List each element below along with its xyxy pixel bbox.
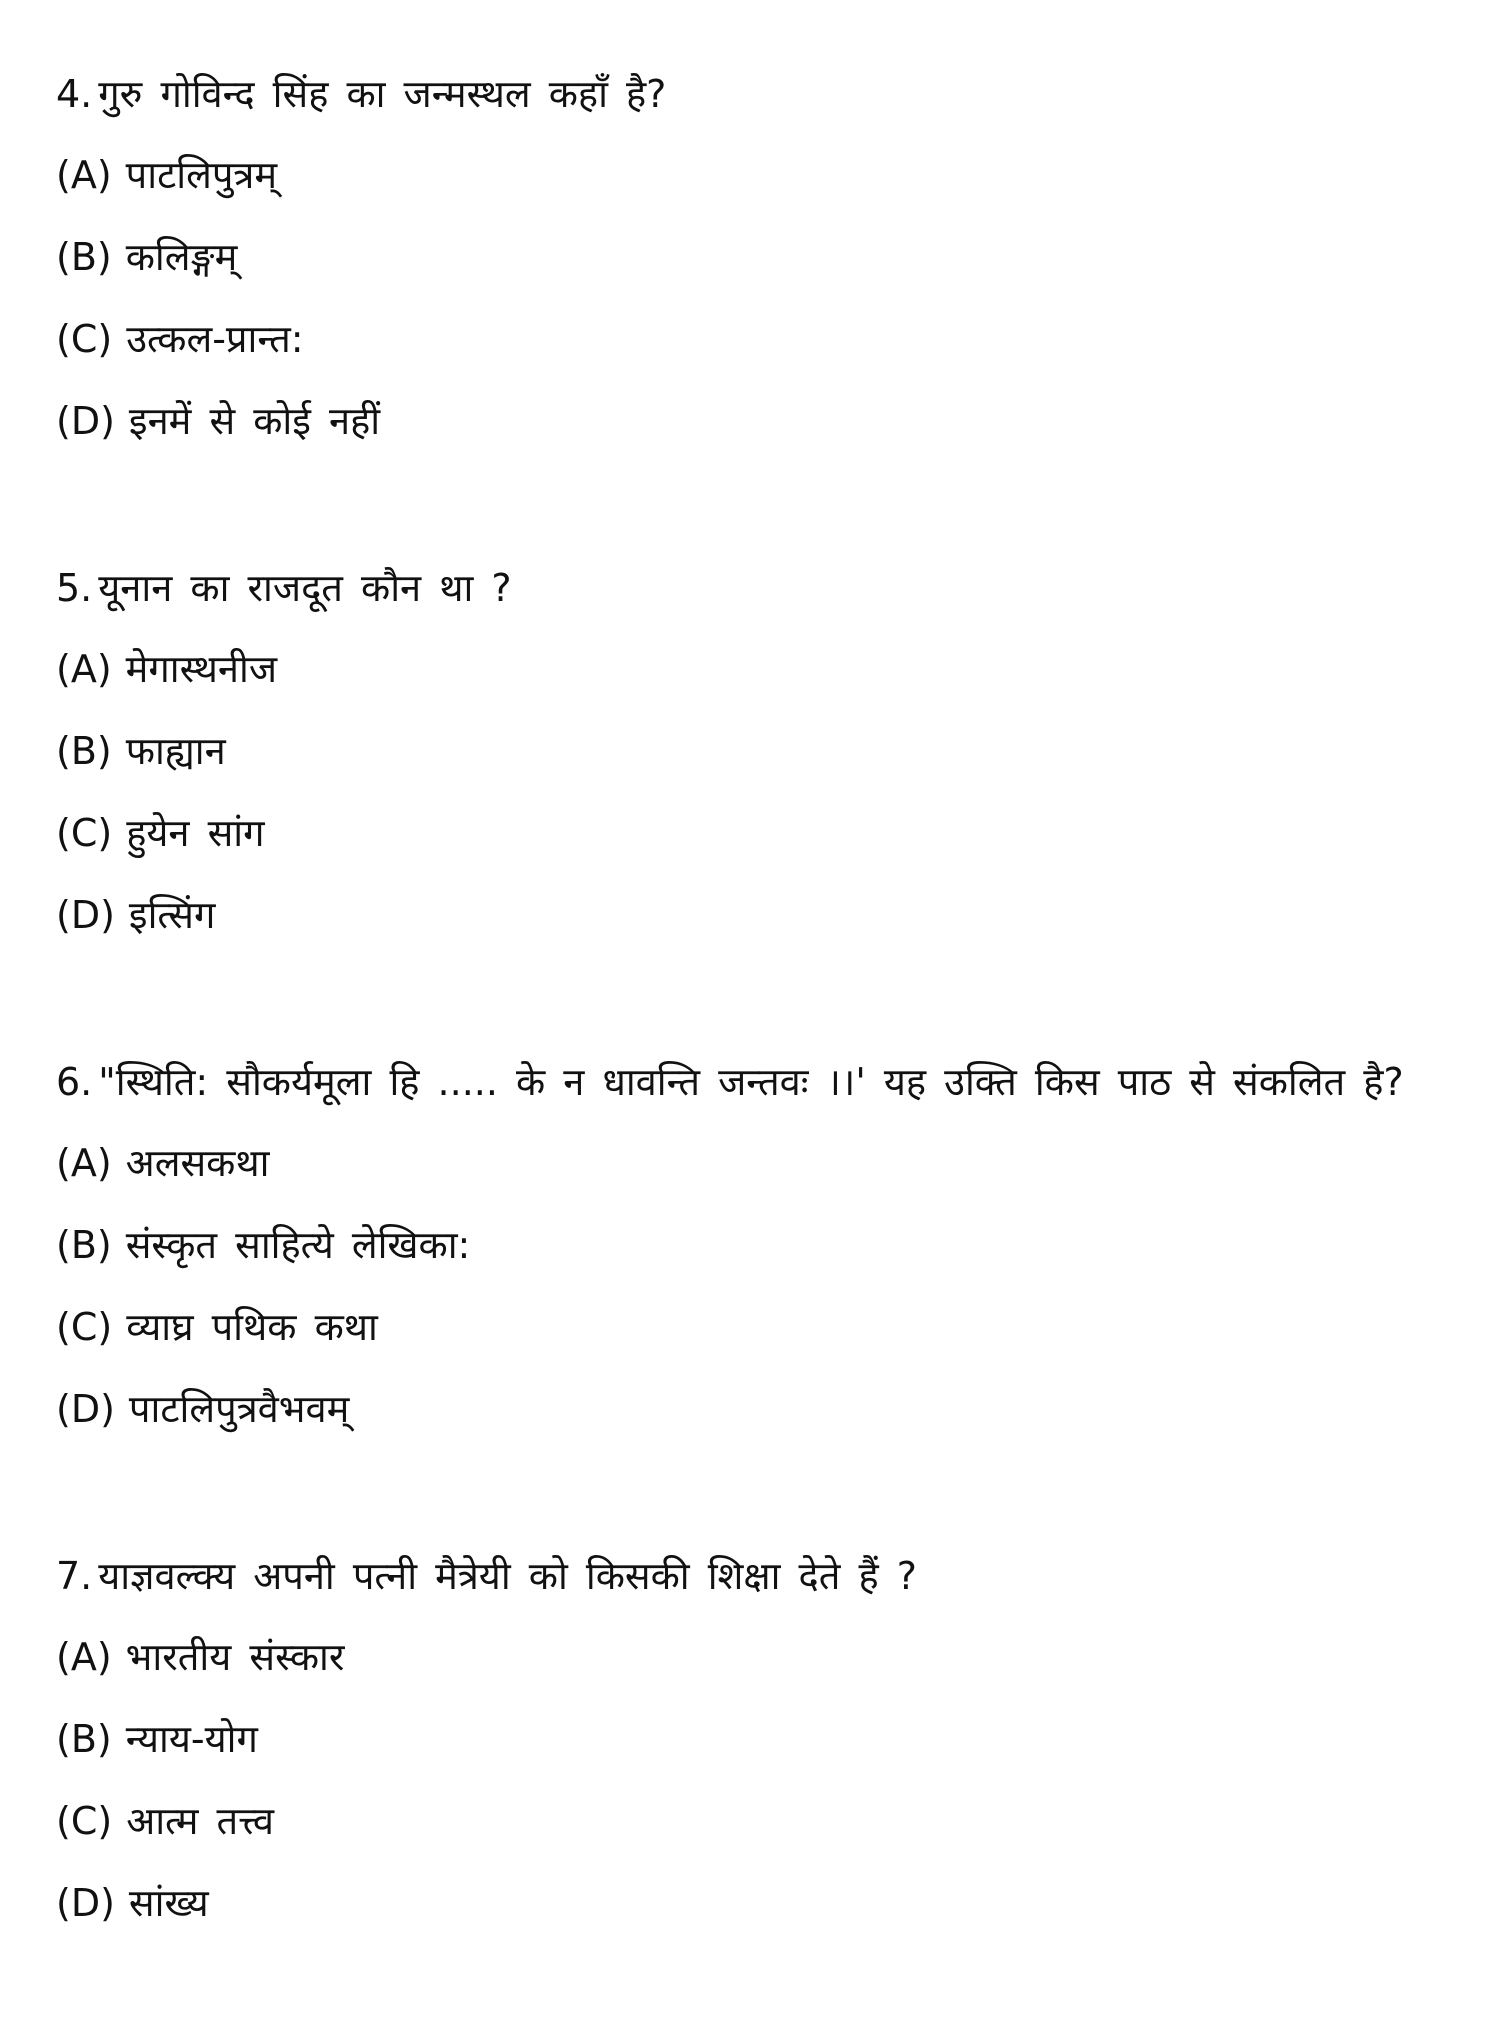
option-text: संस्कृत साहित्ये लेखिका: xyxy=(125,1223,471,1267)
option-b xyxy=(56,1707,1425,1771)
question-number: 5. xyxy=(56,566,93,610)
option-text: कलिङ्गम् xyxy=(125,235,238,279)
option-label: (C) xyxy=(56,811,113,855)
option-label: (A) xyxy=(56,1141,112,1185)
option-c xyxy=(56,1789,1425,1853)
question-number: 4. xyxy=(56,72,93,116)
option-label: (B) xyxy=(56,729,112,773)
option-text: फाह्यान xyxy=(125,729,226,773)
question-spacer xyxy=(56,965,1425,1050)
option-c xyxy=(56,801,1425,865)
option-d xyxy=(56,1871,1425,1935)
option-a xyxy=(56,1131,1425,1195)
question-4 xyxy=(56,62,1425,453)
question-body: "स्थिति: सौकर्यमूला हि ..... के न धावन्ति जन्तवः ।।' यह उक्ति किस पाठ से संकलित है? xyxy=(98,1060,1404,1104)
option-label: (D) xyxy=(56,1387,115,1431)
question-body: याज्ञवल्क्य अपनी पत्नी मैत्रेयी को किसकी शिक्षा देते हैं ? xyxy=(98,1554,917,1598)
option-label: (A) xyxy=(56,1635,112,1679)
option-text: आत्म तत्त्व xyxy=(126,1799,274,1843)
option-label: (B) xyxy=(56,1717,112,1761)
question-5 xyxy=(56,556,1425,947)
option-label: (D) xyxy=(56,399,115,443)
option-a xyxy=(56,143,1425,207)
question-text xyxy=(56,556,1425,620)
option-text: पाटलिपुत्रम् xyxy=(125,153,278,197)
option-label: (C) xyxy=(56,1305,113,1349)
option-b xyxy=(56,1213,1425,1277)
question-body: यूनान का राजदूत कौन था ? xyxy=(98,566,512,610)
option-text: न्याय-योग xyxy=(125,1717,258,1761)
option-label: (D) xyxy=(56,893,115,937)
question-spacer xyxy=(56,471,1425,556)
question-6 xyxy=(56,1050,1425,1441)
option-b xyxy=(56,225,1425,289)
option-label: (A) xyxy=(56,153,112,197)
option-a xyxy=(56,637,1425,701)
option-text: भारतीय संस्कार xyxy=(125,1635,345,1679)
question-text xyxy=(56,1050,1425,1114)
option-c xyxy=(56,1295,1425,1359)
option-text: मेगास्थनीज xyxy=(125,647,278,691)
option-text: उत्कल-प्रान्त: xyxy=(126,317,304,361)
option-text: व्याघ्र पथिक कथा xyxy=(126,1305,378,1349)
option-label: (A) xyxy=(56,647,112,691)
option-d xyxy=(56,389,1425,453)
option-d xyxy=(56,1377,1425,1441)
option-text: इत्सिंग xyxy=(128,893,216,937)
option-text: इनमें से कोई नहीं xyxy=(128,399,381,443)
question-spacer xyxy=(56,1459,1425,1544)
question-number: 6. xyxy=(56,1060,93,1104)
question-7 xyxy=(56,1544,1425,1935)
option-b xyxy=(56,719,1425,783)
question-number: 7. xyxy=(56,1554,93,1598)
option-text: पाटलिपुत्रवैभवम् xyxy=(128,1387,350,1431)
option-label: (C) xyxy=(56,1799,113,1843)
option-d xyxy=(56,883,1425,947)
option-c xyxy=(56,307,1425,371)
option-label: (D) xyxy=(56,1881,115,1925)
option-label: (B) xyxy=(56,235,112,279)
option-label: (C) xyxy=(56,317,113,361)
option-text: हुयेन सांग xyxy=(126,811,265,855)
question-body: गुरु गोविन्द सिंह का जन्मस्थल कहाँ है? xyxy=(98,72,667,116)
option-a xyxy=(56,1625,1425,1689)
option-text: अलसकथा xyxy=(125,1141,270,1185)
question-text xyxy=(56,62,1425,126)
question-text xyxy=(56,1544,1425,1608)
option-label: (B) xyxy=(56,1223,112,1267)
option-text: सांख्य xyxy=(128,1881,209,1925)
